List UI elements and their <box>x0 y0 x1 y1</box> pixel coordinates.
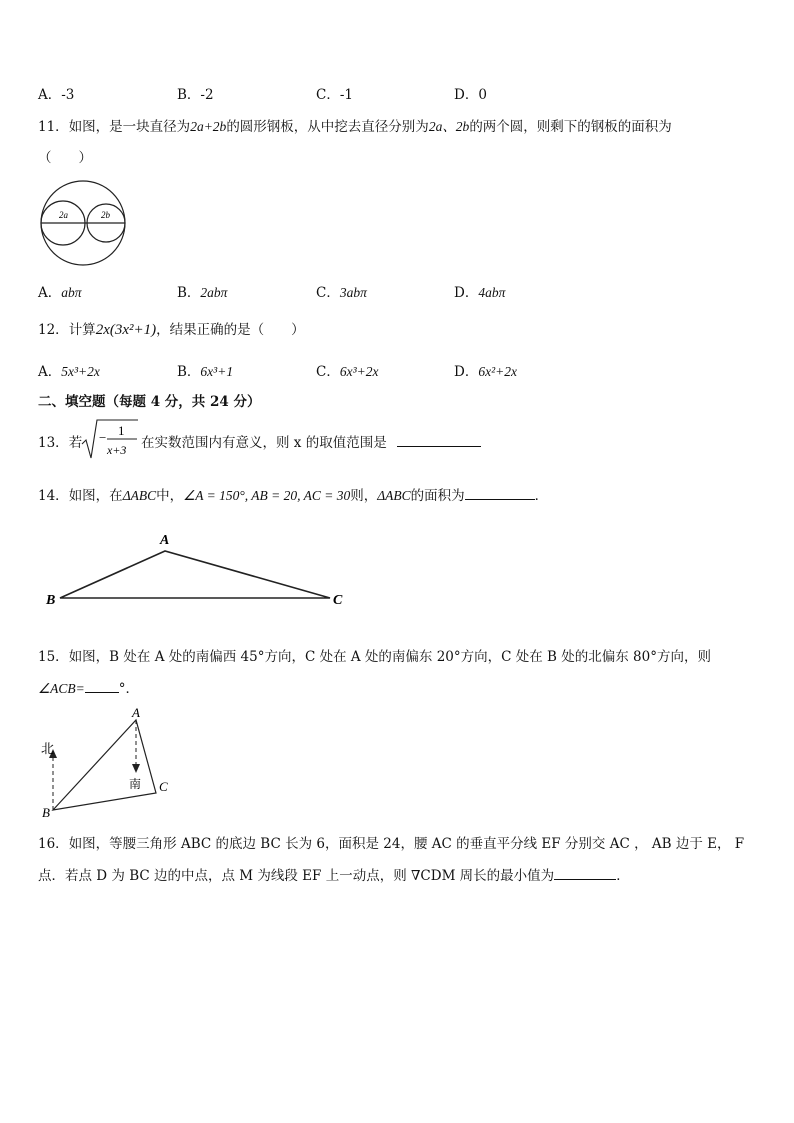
q14-text-a: 如图，在 <box>68 488 123 504</box>
q12-stem <box>38 318 305 339</box>
q16-answer-blank[interactable] <box>554 867 616 880</box>
q11-expr-a: 2a+2b <box>190 119 227 134</box>
triangle-abc <box>60 551 330 598</box>
label-2b: 2b <box>101 210 110 220</box>
q16-line1 <box>38 832 744 852</box>
q15-answer-blank[interactable] <box>85 680 119 693</box>
vertex-label-a: A <box>160 533 170 548</box>
option-label: D． <box>454 364 479 380</box>
q11-text-a: 如图，是一块直径为 <box>68 119 191 135</box>
option-value: 6x²+2x <box>478 364 517 379</box>
q15-line1: 如图，B 处在 A 处的南偏西 45°方向，C 处在 A 处的南偏东 20°方向，C 处在 B 处的北偏东 80°方向，则 <box>68 649 711 665</box>
option-value: -3 <box>61 87 75 103</box>
question-number: 16． <box>38 836 69 852</box>
q14-text-b: 中， <box>156 488 184 504</box>
q11-option-b[interactable] <box>177 281 227 301</box>
q13-number-text <box>38 431 82 451</box>
option-value: 6x³+2x <box>339 364 379 379</box>
south-label: 南 <box>129 777 142 791</box>
question-number: 15． <box>38 649 69 665</box>
triangle-abc <box>53 720 156 810</box>
vertex-label-a: A <box>132 705 140 720</box>
q11-circles-figure <box>38 178 128 268</box>
q14-answer-blank[interactable] <box>465 487 535 500</box>
q13-answer-blank[interactable] <box>397 434 481 447</box>
question-number: 12． <box>38 322 69 338</box>
q15-stem <box>38 645 711 665</box>
q11-expr-b: 2a、2b <box>428 119 470 134</box>
question-number: 11． <box>38 119 69 135</box>
label-2a: 2a <box>59 210 68 220</box>
option-label: A． <box>38 364 62 380</box>
option-label: D． <box>454 87 479 103</box>
q10-option-c[interactable] <box>316 83 353 103</box>
question-number: 14． <box>38 488 69 504</box>
q12-option-b[interactable] <box>177 360 233 380</box>
question-number: 13． <box>38 435 69 451</box>
q13-radical <box>80 418 140 460</box>
q10-option-a[interactable] <box>38 83 74 103</box>
option-label: D． <box>454 285 479 301</box>
north-label: 北 <box>41 741 55 756</box>
option-value: -1 <box>339 87 353 103</box>
option-value: -2 <box>200 87 214 103</box>
section-title: 二、填空题（每题 4 分，共 24 分） <box>38 394 261 410</box>
q11-option-c[interactable] <box>316 281 367 301</box>
q13-text-a: 若 <box>68 435 83 451</box>
q16-text-line1: 如图，等腰三角形 ABC 的底边 BC 长为 6，面积是 24，腰 AC 的垂直平分线 EF 分别交 AC ， AB 边于 E， F <box>68 836 745 852</box>
option-value: 5x³+2x <box>61 364 100 379</box>
q11-text-b: 的圆形钢板，从中挖去直径分别为 <box>226 119 429 135</box>
vertex-label-b: B <box>42 805 50 820</box>
q11-text-c: 的两个圆，则剩下的钢板的面积为 <box>469 119 672 135</box>
q16-text-line2: 点．若点 D 为 BC 边的中点，点 M 为线段 EF 上一动点，则 ∇CDM 周长的最小值为 <box>38 868 555 884</box>
q15-answer-line <box>38 677 139 697</box>
option-value: 2abπ <box>200 285 228 300</box>
fraction-denominator: x+3 <box>107 443 127 457</box>
q14-condition: ∠A = 150°, AB = 20, AC = 30 <box>183 488 351 503</box>
q11-stem <box>38 115 672 135</box>
option-label: C． <box>316 87 340 103</box>
option-label: A． <box>38 87 62 103</box>
q11-option-d[interactable] <box>454 281 505 301</box>
q16-line2 <box>38 864 630 884</box>
option-label: C． <box>316 285 340 301</box>
minus-sign: − <box>99 430 107 445</box>
q15-angle: ∠ACB= <box>38 681 85 696</box>
option-value: 0 <box>478 87 487 103</box>
q11-option-a[interactable] <box>38 281 82 301</box>
option-value: abπ <box>61 285 82 300</box>
q16-end: ． <box>616 868 630 884</box>
q14-text-c: 则， <box>350 488 378 504</box>
q12-text-b: ，结果正确的是（ ） <box>156 322 305 338</box>
option-label: A． <box>38 285 62 301</box>
option-label: B． <box>177 364 201 380</box>
q14-end: ． <box>534 488 549 504</box>
q10-option-d[interactable] <box>454 83 487 103</box>
option-value: 4abπ <box>478 285 506 300</box>
option-value: 6x³+1 <box>200 364 234 379</box>
south-arrowhead <box>132 764 140 773</box>
q11-paren: （ ） <box>38 150 92 166</box>
vertex-label-c: C <box>333 593 343 608</box>
option-value: 3abπ <box>339 285 367 300</box>
option-label: B． <box>177 87 201 103</box>
q14-stem <box>38 484 548 504</box>
q13-text-b <box>141 431 387 451</box>
q15-end: °． <box>118 681 139 697</box>
vertex-label-c: C <box>159 779 168 794</box>
vertex-label-b: B <box>46 593 56 608</box>
q12-expr: 2x(3x²+1) <box>95 322 157 338</box>
option-label: B． <box>177 285 201 301</box>
q14-expr2: ΔABC <box>377 488 411 503</box>
q10-option-b[interactable] <box>177 83 214 103</box>
q14-triangle-figure <box>38 528 358 608</box>
q12-option-c[interactable] <box>316 360 379 380</box>
q14-text-d: 的面积为 <box>410 488 465 504</box>
q15-direction-figure <box>38 705 188 820</box>
q14-expr: ΔABC <box>122 488 157 503</box>
q13-text: 在实数范围内有意义，则 x 的取值范围是 <box>141 435 387 451</box>
q12-option-d[interactable] <box>454 360 517 380</box>
option-label: C． <box>316 364 340 380</box>
fraction-numerator: 1 <box>118 423 125 438</box>
q12-text-a: 计算 <box>68 322 96 338</box>
q12-option-a[interactable] <box>38 360 100 380</box>
